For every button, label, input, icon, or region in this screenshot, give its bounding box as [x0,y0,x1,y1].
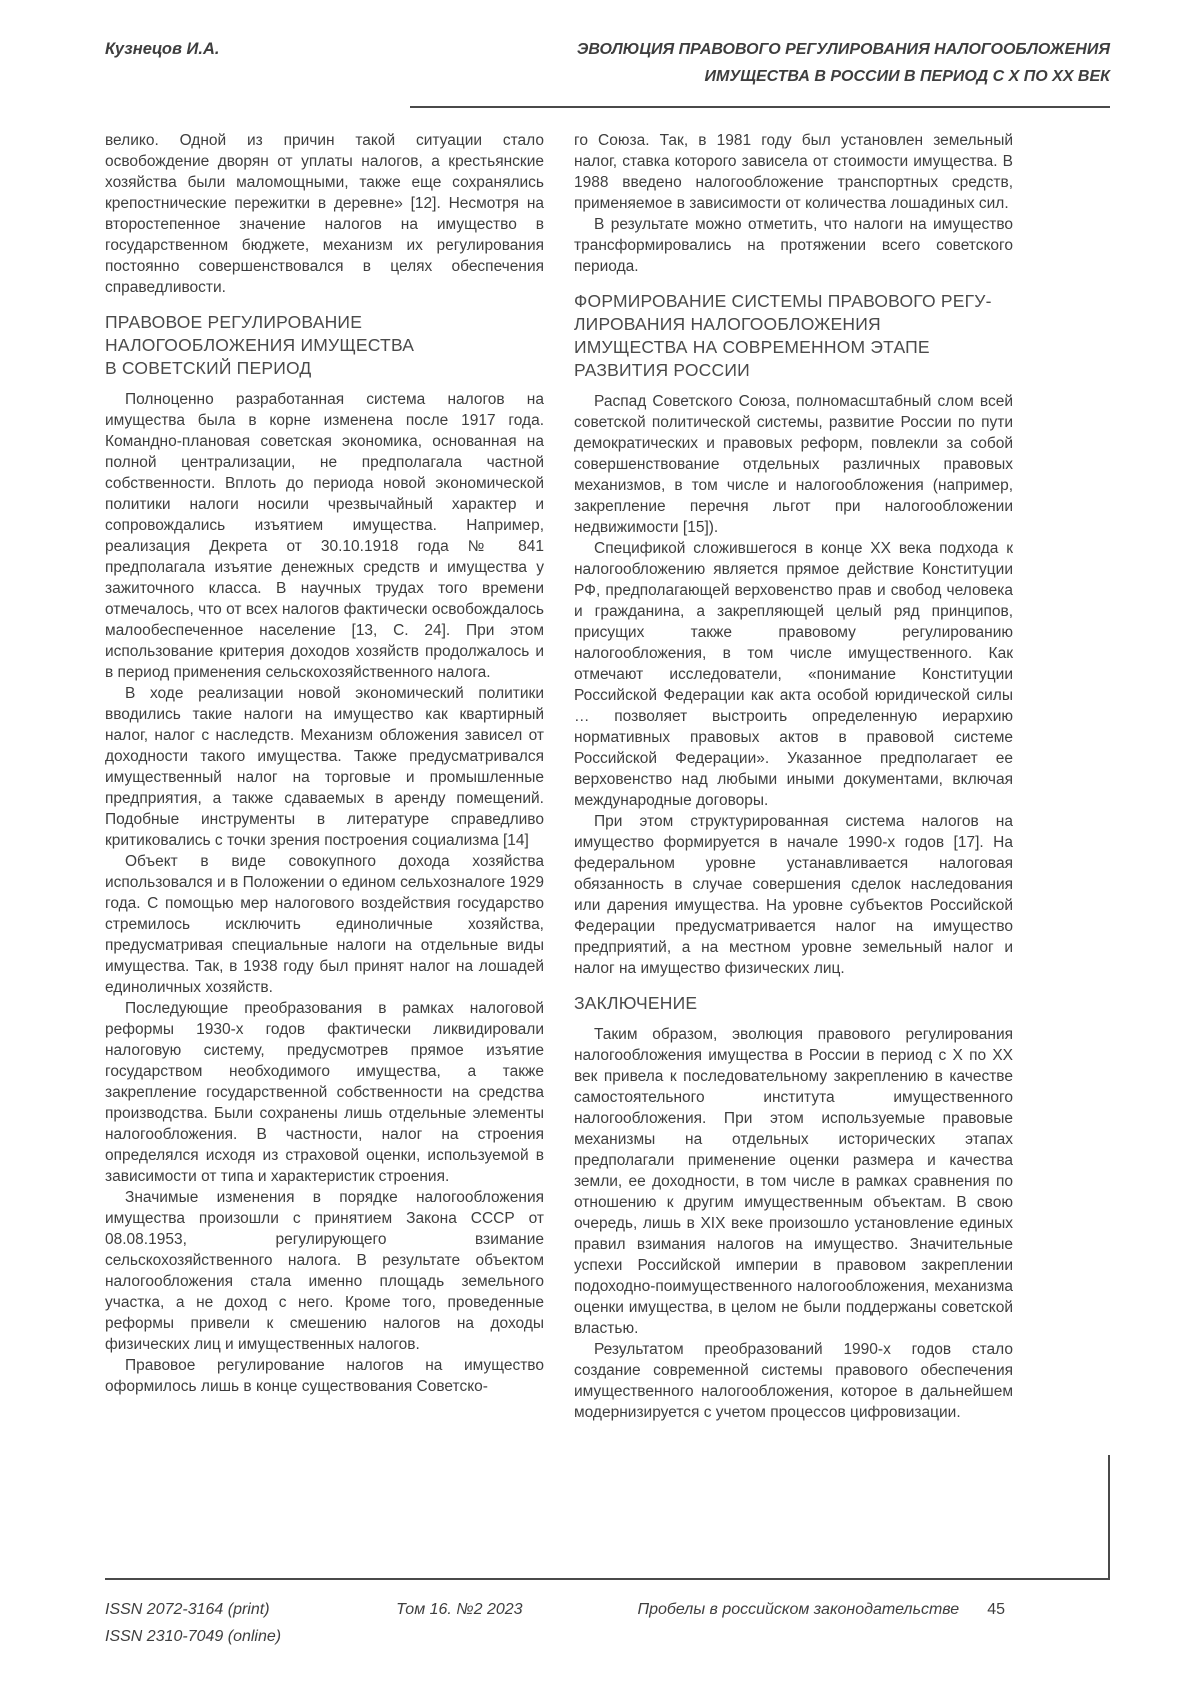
paragraph: В ходе реализации новой экономический политики вводились такие налоги на имущество как квартирный налог, налог с наследств. Механизм обложения зависел от доходности такого имущества. Также предусматривался имущественный налог на торговые и промышленные предприятия, а также сдаваемых в аренду помещений. Подобные инструменты в литературе справедливо критиковались с точки зрения построения социализма [14] [105,685,544,849]
section-heading-modern-stage: ФОРМИРОВАНИЕ СИСТЕМЫ ПРАВОВОГО РЕГУ- ЛИРОВАНИЯ НАЛОГООБЛОЖЕНИЯ ИМУЩЕСТВА НА СОВРЕМЕННОМ ЭТАПЕ РАЗВИТИЯ РОССИИ [574,291,992,380]
author-name: Кузнецов И.А. [105,40,220,58]
paragraph: Результатом преобразований 1990-х годов стало создание современной системы правового обеспечения имущественного налогообложения, которое в дальнейшем модернизируется с учетом процессов цифровизации. [574,1341,1013,1421]
footer-rule [105,1578,1110,1580]
paragraph: Правовое регулирование налогов на имущество оформилось лишь в конце существования Советско- [105,1357,544,1395]
paragraph: го Союза. Так, в 1981 году был установлен земельный налог, ставка которого зависела от стоимости имущества. В 1988 введено налогообложение транспортных средств, применяемое в зависимости от количества лошадиных сил. [574,132,1013,212]
section-heading-conclusion: ЗАКЛЮЧЕНИЕ [574,993,698,1013]
footer [105,1596,1005,1650]
paragraph: Распад Советского Союза, полномасштабный слом всей советской политической системы, развитие России по пути демократических и правовых реформ, повлекли за собой совершенствование отдельных различных правовых механизмов, в том числе и налогообложения (например, закрепление перечня льгот при налогообложении недвижимости [15]). [574,393,1013,536]
paragraph: велико. Одной из причин такой ситуации стало освобождение дворян от уплаты налогов, а крестьянские хозяйства были маломощными, также еще сохранялись крепостнические пережитки в деревне» [12]. Несмотря на второстепенное значение налогов на имущество в государственном бюджете, механизм их регулирования постоянно совершенствовался в целях обеспечения справедливости. [105,132,544,296]
header [0,0,1200,90]
paragraph: Спецификой сложившегося в конце XX века подхода к налогообложению является прямое действие Конституции РФ, предполагающей верховенство прав и свобод человека и гражданина, а закрепляющей целый ряд принципов, присущих также правовому регулированию налогообложения, в том числе имущественного. Как отмечают исследователи, «понимание Конституции Российской Федерации как акта особой юридической силы … позволяет выстроить определенную иерархию нормативных правовых актов в правовой системе Российской Федерации». Указанное предполагает ее верховенство над любыми иными документами, включая международные договоры. [574,540,1013,809]
journal-block [638,1596,1005,1623]
journal-name: Пробелы в российском законодательстве [637,1601,960,1618]
paragraph: Значимые изменения в порядке налогообложения имущества произошли с принятием Закона СССР от 08.08.1953, регулирующего взимание сельскохозяйственного налога. В результате объектом налогообложения стала именно площадь земельного участка, а не доход с него. Кроме того, проведенные реформы привели к смешению налогов на доходы физических лиц и имущественных налогов. [105,1189,544,1353]
issn-block [105,1596,281,1650]
section-heading-soviet-period: ПРАВОВОЕ РЕГУЛИРОВАНИЕ НАЛОГООБЛОЖЕНИЯ ИМУЩЕСТВА В СОВЕТСКИЙ ПЕРИОД [105,312,415,378]
volume-issue: Том 16. №2 2023 [396,1601,523,1618]
paragraph: Таким образом, эволюция правового регулирования налогообложения имущества в России в период с X по XX век привела к последовательному закреплению в качестве самостоятельного института имущественного налогообложения. При этом используемые правовые механизмы на отдельных исторических этапах предполагали применение оценки размера и качества земли, ее доходности, в том числе в рамках сравнения по отношению к другим имущественным объектам. В свою очередь, лишь в XIX веке произошло установление единых правил взимания налогов на имущество. Значительные успехи Российской империи в правовом закреплении подоходно-поимущественного налогообложения, механизма оценки имущества, в целом не были поддержаны советской властью. [574,1026,1013,1337]
article-body [0,108,1013,1423]
paper-title: ЭВОЛЮЦИЯ ПРАВОВОГО РЕГУЛИРОВАНИЯ НАЛОГООБЛОЖЕНИЯ ИМУЩЕСТВА В РОССИИ В ПЕРИОД С X ПО XX ВЕК [576,41,1110,85]
paragraph: Последующие преобразования в рамках налоговой реформы 1930-х годов фактически ликвидировали налоговую систему, предусмотрев прямое изъятие государством необходимого имущества, а также закрепление государственной собственности на средства производства. Были сохранены лишь отдельные элементы налогообложения. В частности, налог на строения определялся исходя из страховой оценки, используемой в зависимости от типа и характеристик строения. [105,1000,544,1185]
page-number: 45 [987,1601,1005,1618]
paragraph: Объект в виде совокупного дохода хозяйства использовался и в Положении о едином сельхозналоге 1929 года. С помощью мер налогового воздействия государство стремилось исключить единоличные хозяйства, предусматривая специальные налоги на отдельные виды имущества. Так, в 1938 году был принят налог на лошадей единоличных хозяйств. [105,853,544,996]
paragraph: В результате можно отметить, что налоги на имущество трансформировались на протяжении всего советского периода. [574,216,1013,275]
margin-rule [1108,1455,1110,1578]
paragraph: Полноценно разработанная система налогов на имущества была в корне изменена после 1917 года. Командно-плановая советская экономика, основанная на полной централизации, не предполагала частной собственности. Вплоть до периода новой экономической политики налоги носили чрезвычайный характер и сопровождались изъятием имущества. Например, реализация Декрета от 30.10.1918 года № 841 предполагала изъятие денежных средств и имущества у зажиточного класса. В научных трудах того времени отмечалось, что от всех налогов фактически освобождалось малообеспеченное население [13, С. 24]. При этом использование критерия доходов хозяйств продолжалось и в период применения сельскохозяйственного налога. [105,391,544,681]
issn-online: ISSN 2310-7049 (online) [105,1628,282,1645]
left-column [105,130,544,1423]
issn-print: ISSN 2072-3164 (print) [105,1601,270,1618]
paragraph: При этом структурированная система налогов на имущество формируется в начале 1990-х годов [17]. На федеральном уровне устанавливается налоговая обязанность в случае совершения сделок наследования или дарения имущества. На уровне субъектов Российской Федерации предусматривается налог на имущество предприятий, а на местном уровне земельный налог и налог на имущество физических лиц. [574,813,1013,977]
right-column [574,130,1013,1423]
